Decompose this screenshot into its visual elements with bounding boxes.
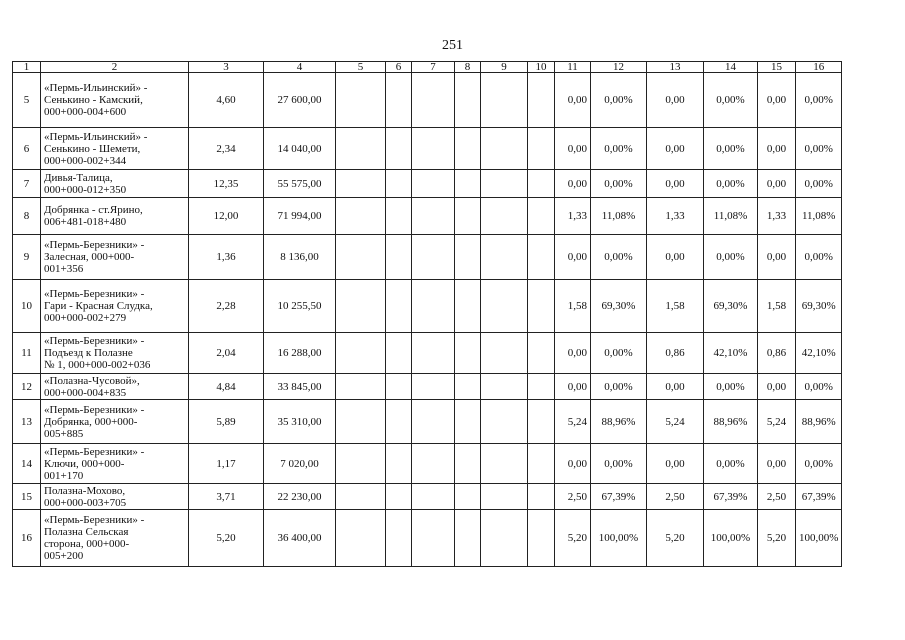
row-number: 7 bbox=[13, 170, 41, 198]
cell-c4: 8 136,00 bbox=[264, 235, 336, 280]
cell-c11: 0,00 bbox=[555, 235, 591, 280]
empty-cell bbox=[455, 510, 481, 567]
empty-cell bbox=[386, 73, 412, 128]
cell-c15: 0,00 bbox=[758, 374, 796, 400]
road-name: «Пермь-Ильинский» - Сенькино - Шемети, 000+000-002+344 bbox=[41, 128, 189, 170]
empty-cell bbox=[455, 73, 481, 128]
empty-cell bbox=[481, 170, 528, 198]
cell-c14: 0,00% bbox=[704, 170, 758, 198]
empty-cell bbox=[386, 510, 412, 567]
cell-c4: 10 255,50 bbox=[264, 280, 336, 333]
empty-cell bbox=[455, 235, 481, 280]
cell-c13: 0,00 bbox=[647, 170, 704, 198]
empty-cell bbox=[455, 128, 481, 170]
cell-c11: 1,33 bbox=[555, 198, 591, 235]
empty-cell bbox=[481, 73, 528, 128]
road-name: Добрянка - ст.Ярино, 006+481-018+480 bbox=[41, 198, 189, 235]
empty-cell bbox=[481, 374, 528, 400]
cell-c13: 5,20 bbox=[647, 510, 704, 567]
cell-c14: 0,00% bbox=[704, 235, 758, 280]
cell-c16: 11,08% bbox=[796, 198, 842, 235]
cell-c15: 5,20 bbox=[758, 510, 796, 567]
cell-c13: 0,00 bbox=[647, 374, 704, 400]
cell-c3: 1,36 bbox=[189, 235, 264, 280]
road-name: Полазна-Мохово, 000+000-003+705 bbox=[41, 484, 189, 510]
cell-c11: 0,00 bbox=[555, 128, 591, 170]
cell-c12: 0,00% bbox=[591, 73, 647, 128]
cell-c16: 0,00% bbox=[796, 128, 842, 170]
cell-c15: 1,33 bbox=[758, 198, 796, 235]
cell-c11: 1,58 bbox=[555, 280, 591, 333]
column-header: 1 bbox=[13, 62, 41, 73]
table-row bbox=[13, 484, 842, 510]
cell-c16: 88,96% bbox=[796, 400, 842, 444]
empty-cell bbox=[455, 444, 481, 484]
column-header: 7 bbox=[412, 62, 455, 73]
road-name: «Пермь-Березники» - Ключи, 000+000- 001+170 bbox=[41, 444, 189, 484]
empty-cell bbox=[386, 198, 412, 235]
cell-c16: 0,00% bbox=[796, 235, 842, 280]
cell-c12: 67,39% bbox=[591, 484, 647, 510]
empty-cell bbox=[336, 170, 386, 198]
column-header: 2 bbox=[41, 62, 189, 73]
cell-c13: 5,24 bbox=[647, 400, 704, 444]
cell-c3: 5,89 bbox=[189, 400, 264, 444]
cell-c4: 55 575,00 bbox=[264, 170, 336, 198]
cell-c15: 2,50 bbox=[758, 484, 796, 510]
cell-c3: 3,71 bbox=[189, 484, 264, 510]
empty-cell bbox=[455, 400, 481, 444]
table-row bbox=[13, 400, 842, 444]
empty-cell bbox=[386, 333, 412, 374]
cell-c3: 2,34 bbox=[189, 128, 264, 170]
empty-cell bbox=[481, 333, 528, 374]
cell-c16: 100,00% bbox=[796, 510, 842, 567]
cell-c14: 0,00% bbox=[704, 73, 758, 128]
cell-c14: 11,08% bbox=[704, 198, 758, 235]
empty-cell bbox=[336, 510, 386, 567]
cell-c4: 22 230,00 bbox=[264, 484, 336, 510]
empty-cell bbox=[481, 280, 528, 333]
row-number: 16 bbox=[13, 510, 41, 567]
empty-cell bbox=[455, 198, 481, 235]
cell-c12: 88,96% bbox=[591, 400, 647, 444]
cell-c15: 0,00 bbox=[758, 128, 796, 170]
empty-cell bbox=[336, 128, 386, 170]
cell-c12: 100,00% bbox=[591, 510, 647, 567]
cell-c15: 0,86 bbox=[758, 333, 796, 374]
cell-c16: 0,00% bbox=[796, 170, 842, 198]
cell-c16: 42,10% bbox=[796, 333, 842, 374]
column-header: 6 bbox=[386, 62, 412, 73]
cell-c16: 69,30% bbox=[796, 280, 842, 333]
cell-c11: 0,00 bbox=[555, 73, 591, 128]
cell-c16: 0,00% bbox=[796, 73, 842, 128]
empty-cell bbox=[336, 235, 386, 280]
cell-c4: 33 845,00 bbox=[264, 374, 336, 400]
column-header: 4 bbox=[264, 62, 336, 73]
row-number: 13 bbox=[13, 400, 41, 444]
table-row bbox=[13, 73, 842, 128]
cell-c13: 0,86 bbox=[647, 333, 704, 374]
empty-cell bbox=[386, 170, 412, 198]
cell-c3: 4,60 bbox=[189, 73, 264, 128]
road-name: «Пермь-Березники» - Залесная, 000+000- 001+356 bbox=[41, 235, 189, 280]
empty-cell bbox=[455, 280, 481, 333]
empty-cell bbox=[336, 198, 386, 235]
cell-c14: 0,00% bbox=[704, 374, 758, 400]
cell-c11: 0,00 bbox=[555, 444, 591, 484]
column-header: 14 bbox=[704, 62, 758, 73]
cell-c3: 12,00 bbox=[189, 198, 264, 235]
cell-c15: 1,58 bbox=[758, 280, 796, 333]
table-row bbox=[13, 510, 842, 567]
cell-c16: 0,00% bbox=[796, 374, 842, 400]
road-name: Дивья-Талица, 000+000-012+350 bbox=[41, 170, 189, 198]
cell-c4: 27 600,00 bbox=[264, 73, 336, 128]
page-number: 251 bbox=[442, 38, 463, 53]
cell-c14: 100,00% bbox=[704, 510, 758, 567]
cell-c13: 2,50 bbox=[647, 484, 704, 510]
road-name: «Пермь-Березники» - Гари - Красная Слудка, 000+000-002+279 bbox=[41, 280, 189, 333]
empty-cell bbox=[481, 484, 528, 510]
row-number: 8 bbox=[13, 198, 41, 235]
column-header: 3 bbox=[189, 62, 264, 73]
cell-c4: 71 994,00 bbox=[264, 198, 336, 235]
column-header: 13 bbox=[647, 62, 704, 73]
empty-cell bbox=[528, 198, 555, 235]
row-number: 15 bbox=[13, 484, 41, 510]
empty-cell bbox=[528, 400, 555, 444]
cell-c4: 14 040,00 bbox=[264, 128, 336, 170]
cell-c12: 11,08% bbox=[591, 198, 647, 235]
cell-c11: 5,24 bbox=[555, 400, 591, 444]
cell-c14: 69,30% bbox=[704, 280, 758, 333]
empty-cell bbox=[528, 170, 555, 198]
empty-cell bbox=[336, 444, 386, 484]
empty-cell bbox=[412, 280, 455, 333]
table-row bbox=[13, 198, 842, 235]
empty-cell bbox=[412, 400, 455, 444]
empty-cell bbox=[386, 484, 412, 510]
empty-cell bbox=[386, 128, 412, 170]
empty-cell bbox=[481, 444, 528, 484]
cell-c3: 2,04 bbox=[189, 333, 264, 374]
empty-cell bbox=[528, 333, 555, 374]
empty-cell bbox=[528, 374, 555, 400]
cell-c14: 42,10% bbox=[704, 333, 758, 374]
row-number: 5 bbox=[13, 73, 41, 128]
cell-c14: 67,39% bbox=[704, 484, 758, 510]
road-name: «Пермь-Березники» - Добрянка, 000+000- 005+885 bbox=[41, 400, 189, 444]
empty-cell bbox=[528, 73, 555, 128]
cell-c11: 0,00 bbox=[555, 333, 591, 374]
road-name: «Пермь-Ильинский» - Сенькино - Камский, 000+000-004+600 bbox=[41, 73, 189, 128]
empty-cell bbox=[336, 484, 386, 510]
empty-cell bbox=[455, 374, 481, 400]
column-header: 12 bbox=[591, 62, 647, 73]
empty-cell bbox=[336, 400, 386, 444]
empty-cell bbox=[412, 128, 455, 170]
column-header: 11 bbox=[555, 62, 591, 73]
table-row bbox=[13, 374, 842, 400]
cell-c13: 0,00 bbox=[647, 128, 704, 170]
cell-c13: 1,33 bbox=[647, 198, 704, 235]
empty-cell bbox=[412, 333, 455, 374]
row-number: 6 bbox=[13, 128, 41, 170]
data-table bbox=[12, 61, 842, 567]
empty-cell bbox=[528, 235, 555, 280]
cell-c15: 0,00 bbox=[758, 73, 796, 128]
column-header: 8 bbox=[455, 62, 481, 73]
empty-cell bbox=[412, 73, 455, 128]
cell-c15: 0,00 bbox=[758, 170, 796, 198]
cell-c4: 35 310,00 bbox=[264, 400, 336, 444]
cell-c11: 0,00 bbox=[555, 374, 591, 400]
column-header: 10 bbox=[528, 62, 555, 73]
cell-c3: 12,35 bbox=[189, 170, 264, 198]
empty-cell bbox=[412, 374, 455, 400]
empty-cell bbox=[455, 170, 481, 198]
cell-c14: 0,00% bbox=[704, 128, 758, 170]
cell-c11: 2,50 bbox=[555, 484, 591, 510]
cell-c3: 2,28 bbox=[189, 280, 264, 333]
cell-c12: 0,00% bbox=[591, 235, 647, 280]
cell-c15: 5,24 bbox=[758, 400, 796, 444]
empty-cell bbox=[386, 235, 412, 280]
cell-c12: 0,00% bbox=[591, 444, 647, 484]
empty-cell bbox=[336, 374, 386, 400]
empty-cell bbox=[412, 235, 455, 280]
table-row bbox=[13, 235, 842, 280]
empty-cell bbox=[481, 510, 528, 567]
column-header: 16 bbox=[796, 62, 842, 73]
empty-cell bbox=[412, 198, 455, 235]
cell-c12: 69,30% bbox=[591, 280, 647, 333]
header-row bbox=[13, 62, 842, 73]
empty-cell bbox=[336, 333, 386, 374]
empty-cell bbox=[455, 333, 481, 374]
row-number: 14 bbox=[13, 444, 41, 484]
cell-c13: 0,00 bbox=[647, 73, 704, 128]
cell-c15: 0,00 bbox=[758, 444, 796, 484]
table-row bbox=[13, 333, 842, 374]
cell-c4: 7 020,00 bbox=[264, 444, 336, 484]
empty-cell bbox=[386, 280, 412, 333]
empty-cell bbox=[336, 280, 386, 333]
cell-c3: 1,17 bbox=[189, 444, 264, 484]
empty-cell bbox=[528, 510, 555, 567]
row-number: 12 bbox=[13, 374, 41, 400]
cell-c15: 0,00 bbox=[758, 235, 796, 280]
row-number: 10 bbox=[13, 280, 41, 333]
empty-cell bbox=[386, 444, 412, 484]
empty-cell bbox=[412, 484, 455, 510]
road-name: «Пермь-Березники» - Подъезд к Полазне № 1, 000+000-002+036 bbox=[41, 333, 189, 374]
cell-c12: 0,00% bbox=[591, 170, 647, 198]
table-row bbox=[13, 444, 842, 484]
cell-c13: 0,00 bbox=[647, 444, 704, 484]
empty-cell bbox=[481, 235, 528, 280]
cell-c16: 0,00% bbox=[796, 444, 842, 484]
empty-cell bbox=[455, 484, 481, 510]
empty-cell bbox=[481, 128, 528, 170]
cell-c3: 4,84 bbox=[189, 374, 264, 400]
cell-c13: 0,00 bbox=[647, 235, 704, 280]
road-name: «Полазна-Чусовой», 000+000-004+835 bbox=[41, 374, 189, 400]
cell-c11: 0,00 bbox=[555, 170, 591, 198]
cell-c12: 0,00% bbox=[591, 128, 647, 170]
table-row bbox=[13, 280, 842, 333]
empty-cell bbox=[386, 400, 412, 444]
column-header: 5 bbox=[336, 62, 386, 73]
empty-cell bbox=[412, 444, 455, 484]
empty-cell bbox=[481, 198, 528, 235]
column-header: 15 bbox=[758, 62, 796, 73]
empty-cell bbox=[528, 128, 555, 170]
row-number: 11 bbox=[13, 333, 41, 374]
cell-c12: 0,00% bbox=[591, 374, 647, 400]
empty-cell bbox=[412, 510, 455, 567]
cell-c4: 36 400,00 bbox=[264, 510, 336, 567]
road-name: «Пермь-Березники» - Полазна Сельская сторона, 000+000- 005+200 bbox=[41, 510, 189, 567]
cell-c4: 16 288,00 bbox=[264, 333, 336, 374]
cell-c16: 67,39% bbox=[796, 484, 842, 510]
cell-c12: 0,00% bbox=[591, 333, 647, 374]
empty-cell bbox=[528, 484, 555, 510]
cell-c3: 5,20 bbox=[189, 510, 264, 567]
empty-cell bbox=[336, 73, 386, 128]
table-row bbox=[13, 170, 842, 198]
cell-c14: 88,96% bbox=[704, 400, 758, 444]
empty-cell bbox=[528, 444, 555, 484]
cell-c14: 0,00% bbox=[704, 444, 758, 484]
empty-cell bbox=[386, 374, 412, 400]
empty-cell bbox=[528, 280, 555, 333]
row-number: 9 bbox=[13, 235, 41, 280]
empty-cell bbox=[481, 400, 528, 444]
table-row bbox=[13, 128, 842, 170]
empty-cell bbox=[412, 170, 455, 198]
cell-c13: 1,58 bbox=[647, 280, 704, 333]
table-body bbox=[13, 62, 842, 567]
cell-c11: 5,20 bbox=[555, 510, 591, 567]
column-header: 9 bbox=[481, 62, 528, 73]
